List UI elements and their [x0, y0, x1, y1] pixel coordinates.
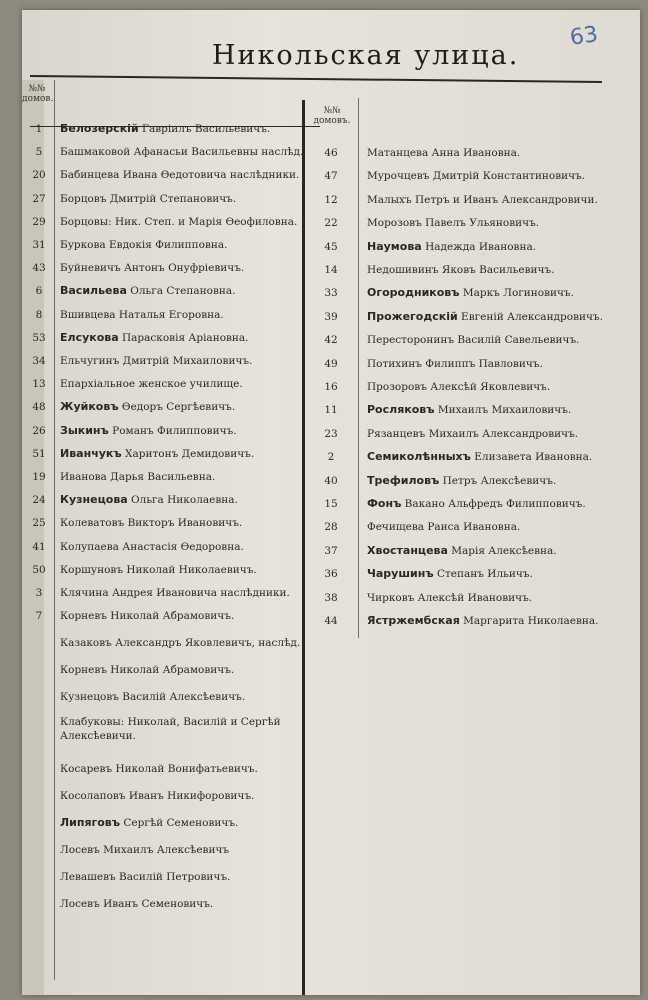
owner-name-rest: Петръ Алексѣевичъ. [439, 474, 557, 487]
house-number: 41 [32, 540, 46, 553]
entry-row [22, 331, 622, 349]
house-number: 37 [324, 544, 338, 557]
owner-name-rest: Бабинцева Ивана Өедотовича наслѣдники. [60, 169, 300, 182]
owner-name [367, 542, 557, 560]
house-number: 47 [324, 170, 338, 183]
owner-name-rest: Рязанцевъ Михаилъ Александровичъ. [367, 427, 579, 440]
owner-surname-bold: Росляковъ [367, 403, 435, 417]
entry-row [22, 261, 622, 279]
owner-surname-bold: Семиколѣнныхъ [367, 450, 471, 464]
owner-name-rest: Гавріилъ Васильевичъ. [138, 123, 271, 135]
owner-name [367, 238, 536, 256]
entry-row [22, 688, 622, 706]
entry-row [22, 895, 622, 913]
owner-name-rest: Пересторонинъ Василій Савельевичъ. [367, 334, 580, 347]
owner-name-rest: Вакано Альфредъ Филипповичъ. [401, 498, 586, 510]
owner-name [60, 868, 230, 886]
owner-name-rest: Лосевъ Михаилъ Алексѣевичъ [60, 844, 230, 857]
owner-name [60, 787, 254, 805]
owner-name-rest: Маргарита Николаевна. [459, 615, 599, 627]
owner-name-rest: Борцовы: Ник. Степ. и Марія Өеофиловна. [60, 215, 298, 228]
house-number: 23 [324, 427, 338, 440]
entry-row [22, 425, 622, 443]
house-number: 53 [32, 331, 46, 344]
house-number: 2 [327, 451, 335, 464]
document-page [22, 10, 640, 995]
owner-surname-bold: Трефиловъ [367, 473, 440, 487]
owner-name-rest: Мурочцевъ Дмитрій Константиновичъ. [367, 170, 586, 183]
entry-row [22, 495, 622, 513]
owner-name [60, 661, 234, 679]
owner-name-rest: Левашевъ Василій Петровичъ. [60, 871, 231, 884]
owner-name-rest: Ольга Николаевна. [127, 494, 238, 507]
owner-name-rest: Казаковъ Александръ Яковлевичъ, наслѣд. [60, 637, 301, 650]
house-number: 43 [32, 262, 46, 275]
entry-row [22, 284, 622, 302]
owner-surname-bold: Зыкинъ [60, 423, 109, 437]
house-number: 16 [324, 381, 338, 393]
owner-name [367, 472, 556, 490]
house-number: 14 [324, 264, 338, 276]
entry-row [22, 167, 622, 185]
owner-name-rest: Прозоровъ Алексѣй Яковлевичъ. [367, 381, 551, 393]
entry-row [22, 661, 622, 679]
owner-name-rest: Ольга Степановна. [126, 285, 236, 298]
entry-row [22, 238, 622, 256]
entry-row [22, 214, 622, 232]
owner-name [60, 841, 229, 859]
owner-name [60, 715, 330, 743]
owner-name-rest: Өедоръ Сергѣевичъ. [118, 401, 236, 414]
owner-name-rest: Клабуковы: Николай, Василій и Сергѣй Алексѣевичи. [60, 716, 281, 743]
owner-name [367, 589, 532, 607]
house-number: 6 [35, 285, 43, 298]
entry-row [22, 612, 622, 630]
owner-name-rest: Лосевъ Иванъ Семеновичъ. [60, 898, 214, 911]
house-number: 45 [324, 240, 338, 253]
house-number: 39 [324, 310, 338, 323]
house-number: 1 [35, 123, 43, 135]
owner-name [367, 261, 554, 279]
owner-name [367, 401, 571, 419]
owner-surname-bold: Жуйковъ [60, 400, 119, 414]
owner-name-rest: Корневъ Николай Абрамовичъ. [60, 610, 235, 623]
house-number: 15 [324, 498, 338, 510]
right-column-header: №№ домовъ. [313, 106, 351, 126]
house-number: 34 [32, 355, 46, 367]
owner-name [60, 895, 213, 913]
owner-name-rest: Буйневичъ Антонъ Онуфріевичъ. [60, 262, 245, 275]
owner-surname-bold: Липяговъ [60, 816, 121, 830]
house-number: 3 [35, 587, 43, 599]
entry-row [22, 814, 622, 832]
house-number: 28 [324, 521, 338, 534]
owner-surname-bold: Хвостанцева [367, 543, 448, 557]
owner-name [60, 688, 245, 706]
house-number: 5 [35, 146, 43, 159]
owner-name [367, 495, 586, 513]
owner-name-rest: Морозовъ Павелъ Ульяновичъ. [367, 217, 540, 230]
entry-row [22, 634, 622, 652]
handwritten-page-number: 63 [568, 22, 600, 51]
owner-name [367, 191, 598, 209]
entry-row [22, 518, 622, 536]
owner-name [367, 612, 598, 630]
house-number: 24 [32, 494, 46, 507]
owner-name-rest: Маркъ Логиновичъ. [459, 287, 574, 300]
owner-name-rest: Надежда Ивановна. [421, 240, 537, 253]
owner-surname-bold: Васильева [60, 284, 127, 298]
house-number: 26 [32, 424, 46, 437]
entry-row [22, 472, 622, 490]
owner-name [367, 518, 520, 536]
owner-name-rest: Епархіальное женское училище. [60, 378, 243, 391]
owner-name-rest: Башмаковой Афанасьи Васильевны наслѣд. [60, 146, 304, 159]
house-number: 50 [32, 563, 46, 576]
house-number: 51 [32, 447, 46, 460]
entry-row [22, 589, 622, 607]
owner-name-rest: Иванова Дарья Васильевна. [60, 471, 216, 483]
owner-name-rest: Степанъ Ильичъ. [433, 568, 533, 581]
owner-name-rest: Евгеній Александровичъ. [457, 310, 603, 323]
entry-row [22, 841, 622, 859]
owner-name [60, 120, 270, 138]
owner-name [367, 214, 539, 232]
house-number: 49 [324, 357, 338, 370]
entry-row [22, 715, 622, 743]
owner-name-rest: Матанцева Анна Ивановна. [367, 147, 521, 159]
house-number: 38 [324, 591, 338, 604]
owner-name-rest: Чирковъ Алексѣй Ивановичъ. [367, 591, 533, 604]
house-number: 44 [324, 615, 338, 627]
house-number: 36 [324, 568, 338, 581]
house-number: 31 [32, 239, 46, 251]
owner-surname-bold: Елсукова [60, 330, 119, 344]
entry-row [22, 542, 622, 560]
house-number: 33 [324, 287, 338, 300]
page-title: Никольская улица. [212, 40, 520, 71]
owner-name [60, 634, 300, 652]
entry-row [22, 787, 622, 805]
entry-row [22, 144, 622, 162]
owner-name-rest: Сергѣй Семеновичъ. [120, 817, 239, 830]
entry-row [22, 760, 622, 778]
owner-surname-bold: Кузнецова [60, 493, 128, 507]
entry-row [22, 355, 622, 373]
entry-row [22, 308, 622, 326]
house-number: 42 [324, 334, 338, 347]
owner-surname-bold: Ястржембская [367, 614, 460, 627]
owner-surname-bold: Фонъ [367, 497, 402, 510]
owner-name-rest: Недошивинъ Яковъ Васильевичъ. [367, 264, 555, 276]
owner-name-rest: Харитонъ Демидовичъ. [121, 447, 255, 460]
owner-surname-bold: Белозерскій [60, 122, 139, 135]
owner-name [367, 425, 578, 443]
owner-name-rest: Коршуновъ Николай Николаевичъ. [60, 563, 257, 576]
owner-name-rest: Малыхъ Петръ и Иванъ Александровичи. [367, 193, 598, 206]
owner-name [60, 760, 258, 778]
owner-name-rest: Марія Алексѣевна. [447, 544, 557, 557]
entry-row [22, 401, 622, 419]
owner-name-rest: Клячина Андрея Ивановича наслѣдники. [60, 587, 290, 599]
house-number: 22 [324, 217, 338, 230]
owner-surname-bold: Чарушинъ [367, 567, 434, 581]
owner-name [367, 144, 520, 162]
owner-surname-bold: Наумова [367, 239, 422, 253]
owner-name-rest: Колеватовъ Викторъ Ивановичъ. [60, 517, 243, 530]
owner-name-rest: Борцовъ Дмитрій Степановичъ. [60, 192, 237, 205]
house-number: 48 [32, 401, 46, 414]
owner-surname-bold: Иванчукъ [60, 446, 122, 460]
house-number: 8 [35, 308, 43, 321]
owner-name [60, 814, 238, 832]
owner-name [367, 565, 533, 583]
owner-name-rest: Романъ Филипповичъ. [108, 424, 237, 437]
left-column-header: №№ домов. [22, 84, 54, 104]
owner-name-rest: Потихинъ Филиппъ Павловичъ. [367, 357, 543, 370]
entry-row [22, 448, 622, 466]
entry-row [22, 565, 622, 583]
entry-row [22, 378, 622, 396]
owner-name-rest: Корневъ Николай Абрамовичъ. [60, 664, 235, 677]
entry-row [22, 120, 622, 138]
owner-name [367, 308, 603, 326]
top-rule [30, 75, 602, 83]
house-number: 40 [324, 474, 338, 487]
owner-name [367, 167, 585, 185]
owner-name-rest: Буркова Евдокія Филипповна. [60, 239, 228, 251]
owner-surname-bold: Огородниковъ [367, 286, 460, 300]
entry-row [22, 191, 622, 209]
owner-name-rest: Михаилъ Михаиловичъ. [434, 404, 572, 417]
owner-name [367, 448, 592, 466]
entry-row [22, 868, 622, 886]
owner-name-rest: Вшивцева Наталья Егоровна. [60, 308, 224, 321]
house-number: 13 [32, 378, 46, 391]
house-number: 29 [32, 215, 46, 228]
house-number: 19 [32, 471, 46, 483]
house-number: 25 [32, 517, 46, 530]
owner-name [367, 355, 543, 373]
house-number: 20 [32, 169, 46, 182]
owner-name [367, 284, 574, 302]
owner-name-rest: Фечищева Раиса Ивановна. [367, 521, 521, 534]
owner-name [367, 331, 579, 349]
house-number: 27 [32, 192, 46, 205]
owner-name-rest: Елизавета Ивановна. [470, 451, 593, 464]
house-number: 12 [324, 193, 338, 206]
owner-name-rest: Косолаповъ Иванъ Никифоровичъ. [60, 790, 255, 803]
house-number: 46 [324, 147, 338, 159]
house-number: 7 [35, 610, 43, 623]
owner-name-rest: Ельчугинъ Дмитрій Михаиловичъ. [60, 355, 253, 367]
owner-name-rest: Кузнецовъ Василій Алексѣевичъ. [60, 691, 246, 704]
owner-name-rest: Косаревъ Николай Вонифатьевичъ. [60, 763, 258, 776]
owner-name-rest: Колупаева Анастасія Өедоровна. [60, 540, 244, 553]
house-number: 11 [324, 404, 338, 417]
owner-name [367, 378, 550, 396]
owner-name-rest: Парасковія Аріановна. [118, 331, 249, 344]
owner-surname-bold: Прожегодскій [367, 309, 458, 323]
